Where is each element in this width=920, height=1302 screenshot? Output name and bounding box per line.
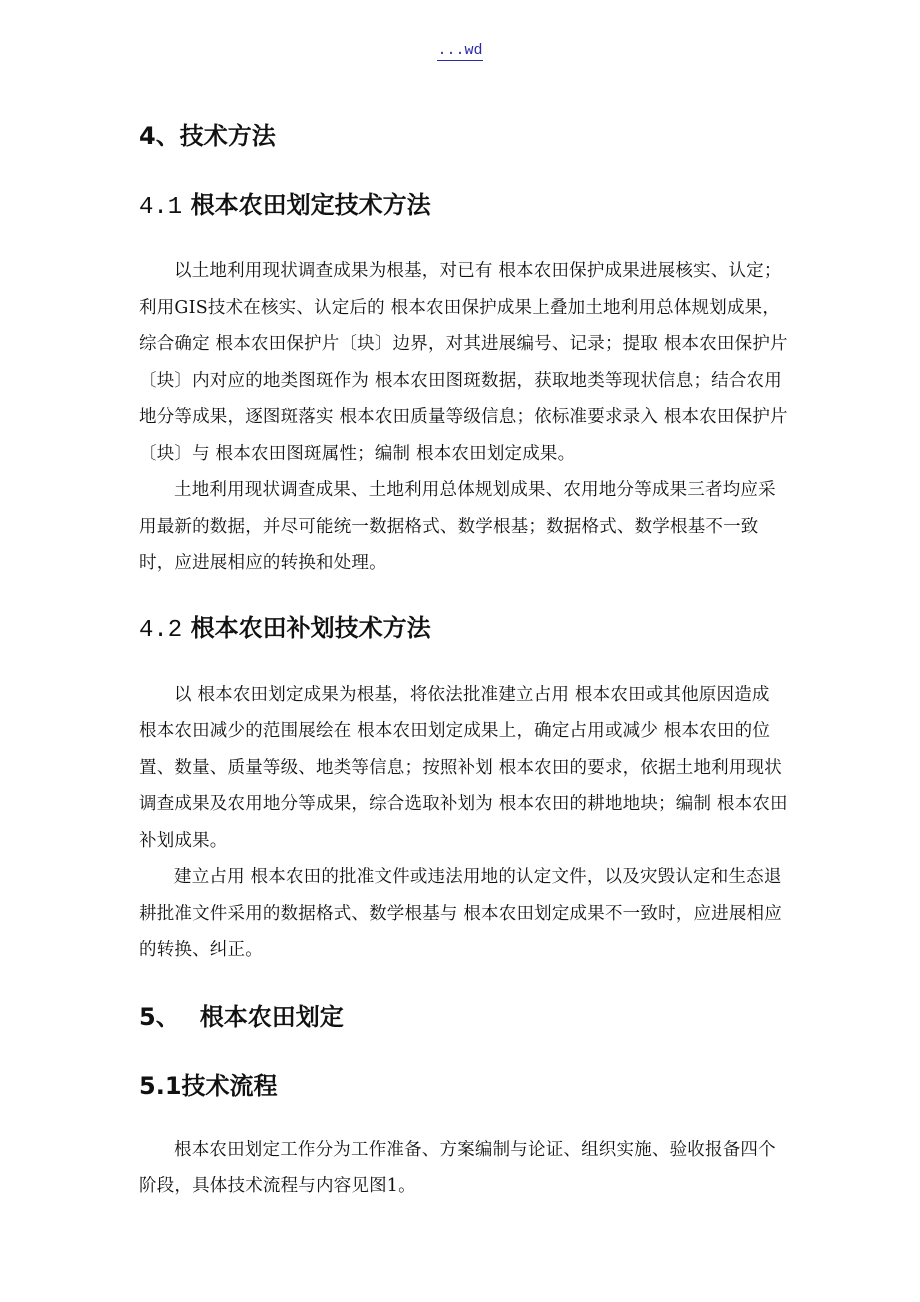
section-4-1-title: 根本农田划定技术方法 — [182, 191, 431, 219]
section-4-2-heading — [139, 610, 789, 649]
section-4-2-number: 4.2 — [139, 616, 183, 644]
section-5-1-heading — [139, 1068, 789, 1104]
page-header-text: ...wd — [437, 42, 483, 59]
section-4-1-number: 4.1 — [139, 194, 183, 221]
section-4-1-paragraph-2: 土地利用现状调查成果、土地利用总体规划成果、农用地分等成果三者均应采用最新的数据，并尽可能统一数据格式、数学根基；数据格式、数学根基不一致时，应进展相应的转换和处理。 — [139, 480, 776, 573]
section-5-heading — [139, 999, 789, 1035]
section-5-title: 根本农田划定 — [199, 1002, 344, 1031]
section-4-1-paragraph-1: 以土地利用现状调查成果为根基，对已有 根本农田保护成果进展核实、认定；利用GIS技术在核实、认定后的 根本农田保护成果上叠加土地利用总体规划成果，综合确定 根本农田保护片〔块〕边界，对其进展编号、记录；提取 根本农田保护片〔块〕内对应的地类图斑作为 根本农田图斑数据，获取地类等现状信息；结合农用地分等成果，逐图斑落实 根本农田质量等级信息；依标准要求录入 根本农田保护片〔块〕与 根本农田图斑属性；编制 根本农田划定成果。 — [139, 261, 788, 464]
section-4-heading: 4、技术方法 — [139, 122, 276, 150]
section-5-1-number: 5.1 — [139, 1071, 182, 1100]
section-5-1-paragraph-1: 根本农田划定工作分为工作准备、方案编制与论证、组织实施、验收报备四个阶段，具体技术流程与内容见图1。 — [139, 1139, 776, 1196]
page-header — [0, 42, 920, 59]
document-body — [139, 118, 789, 1205]
section-5-1-title: 技术流程 — [181, 1071, 278, 1100]
section-4-1-heading — [139, 187, 789, 226]
section-4-2-title: 根本农田补划技术方法 — [182, 613, 431, 642]
section-4-2-paragraph-2: 建立占用 根本农田的批准文件或违法用地的认定文件，以及灾毁认定和生态退耕批准文件采用的数据格式、数学根基与 根本农田划定成果不一致时，应进展相应的转换、纠正。 — [139, 867, 782, 960]
section-4-2-paragraph-1: 以 根本农田划定成果为根基，将依法批准建立占用 根本农田或其他原因造成 根本农田减少的范围展绘在 根本农田划定成果上，确定占用或减少 根本农田的位置、数量、质量等级、地类等信息；按照补划 根本农田的要求，依据土地利用现状调查成果及农用地分等成果，综合选取补划为 根本农田的耕地地块；编制 根本农田补划成果。 — [139, 684, 788, 851]
section-5-number: 5、 — [139, 1002, 180, 1031]
